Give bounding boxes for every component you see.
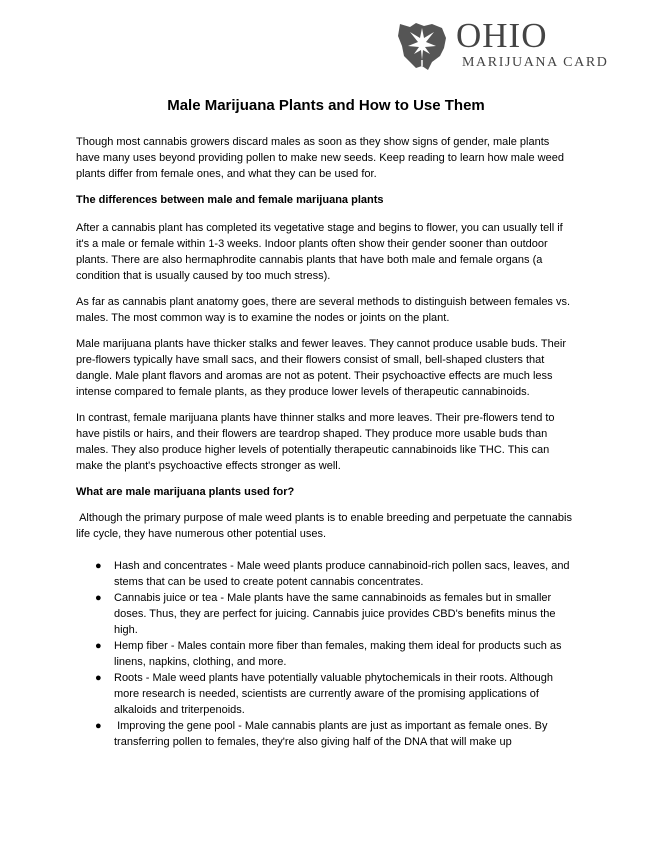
ohio-marijuana-card-logo[interactable] xyxy=(396,16,616,78)
ohio-state-leaf-icon xyxy=(396,20,456,72)
list-item xyxy=(76,670,576,718)
logo-tagline-text: MARIJUANA CARD xyxy=(462,55,609,70)
document-body xyxy=(76,96,576,750)
bullet-icon: ● xyxy=(95,560,102,572)
list-item xyxy=(76,558,576,590)
document-title: Male Marijuana Plants and How to Use Them xyxy=(167,97,485,114)
list-item xyxy=(76,638,576,670)
intro-paragraph: Though most cannabis growers discard males as soon as they show signs of gender, male plants have many uses beyond providing pollen to make new seeds. Keep reading to learn how male weed plants differ from female ones, and what they can be used for. xyxy=(76,136,564,180)
bullet-icon: ● xyxy=(95,720,102,732)
section-heading-differences: The differences between male and female marijuana plants xyxy=(76,194,384,206)
list-item-text: Hash and concentrates - Male weed plants produce cannabinoid-rich pollen sacs, leaves, and stems that can be used to create potent cannabis concentrates. xyxy=(114,560,570,588)
logo-brand-text: OHIO xyxy=(456,16,548,55)
paragraph-anatomy: As far as cannabis plant anatomy goes, there are several methods to distinguish between females vs. males. The most common way is to examine the nodes or joints on the plant. xyxy=(76,296,571,324)
paragraph-male-plants: Male marijuana plants have thicker stalks and fewer leaves. They cannot produce usable buds. Their pre-flowers typically have small sacs, and their flowers consist of small, bell-shaped clusters that dangle. Male plant flavors and aromas are not as potent. Their psychoactive effects are much less intense compared to female plants, as they produce lower levels of therapeutic cannabinoids. xyxy=(76,338,566,398)
paragraph-female-plants: In contrast, female marijuana plants have thinner stalks and more leaves. Their pre-flowers tend to have pistils or hairs, and their flowers are teardrop shaped. They produce more usable buds than males. They also produce higher levels of potentially therapeutic cannabinoids like THC. This can make the plant's psychoactive effects stronger as well. xyxy=(76,412,555,472)
paragraph-flowering: After a cannabis plant has completed its vegetative stage and begins to flower, you can usually tell if it's a male or female within 1-3 weeks. Indoor plants often show their gender sooner than outdoor plants. There are also hermaphrodite cannabis plants that have both male and female organs (a condition that is usually caused by too much stress). xyxy=(76,222,563,282)
uses-intro-paragraph: Although the primary purpose of male weed plants is to enable breeding and perpetuate the cannabis life cycle, they have numerous other potential uses. xyxy=(76,512,576,540)
list-item-text: Roots - Male weed plants have potentially valuable phytochemicals in their roots. Although more research is needed, scientists are currently aware of the promising applications of alkaloids and triterpenoids. xyxy=(114,672,554,716)
list-item xyxy=(76,590,576,638)
list-item-text: Hemp fiber - Males contain more fiber than females, making them ideal for products such as linens, napkins, clothing, and more. xyxy=(114,640,562,668)
uses-bullet-list xyxy=(76,558,576,750)
list-item-text: Improving the gene pool - Male cannabis plants are just as important as female ones. By transferring pollen to females, they're also giving half of the DNA that will make up xyxy=(114,720,551,748)
list-item xyxy=(76,718,576,750)
bullet-icon: ● xyxy=(95,672,102,684)
bullet-icon: ● xyxy=(95,640,102,652)
bullet-icon: ● xyxy=(95,592,102,604)
list-item-text: Cannabis juice or tea - Male plants have the same cannabinoids as females but in smaller doses. Thus, they are perfect for juicing. Cannabis juice provides CBD's benefits minus the high. xyxy=(114,592,556,636)
section-heading-uses: What are male marijuana plants used for? xyxy=(76,486,295,498)
